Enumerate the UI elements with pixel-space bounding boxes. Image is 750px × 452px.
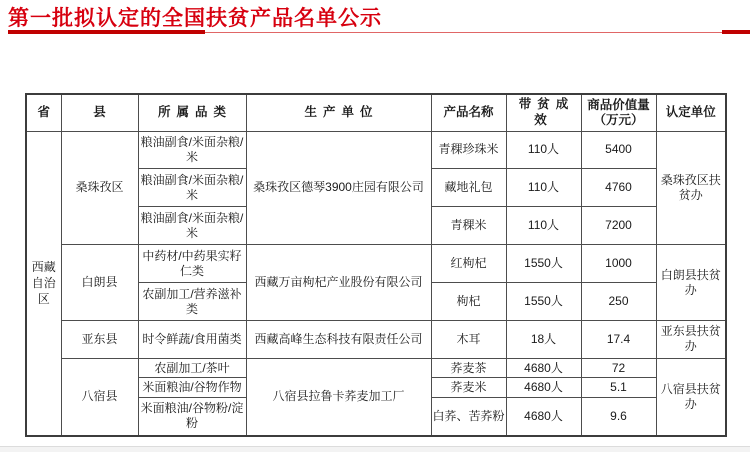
cell-value: 5400 — [581, 131, 656, 169]
cell-impact: 4680人 — [506, 397, 581, 436]
cell-impact: 1550人 — [506, 283, 581, 321]
cell-value: 1000 — [581, 245, 656, 283]
table-row — [26, 245, 726, 283]
header-category: 所属品类 — [138, 94, 246, 131]
cell-impact: 110人 — [506, 207, 581, 245]
cell-province: 西藏自治区 — [26, 131, 61, 436]
cell-product: 青稞米 — [431, 207, 506, 245]
cell-producer: 西藏高峰生态科技有限责任公司 — [246, 320, 431, 358]
header-value-line2: （万元） — [593, 112, 644, 127]
cell-product: 荞麦茶 — [431, 358, 506, 378]
underline-thick-left — [8, 30, 205, 34]
cell-category: 粮油副食/米面杂粮/米 — [138, 131, 246, 169]
cell-impact: 1550人 — [506, 245, 581, 283]
cell-value: 5.1 — [581, 378, 656, 398]
title-underline — [8, 30, 750, 34]
table-header-row — [26, 94, 726, 131]
table-row — [26, 358, 726, 378]
cell-product: 青稞珍珠米 — [431, 131, 506, 169]
cell-product: 藏地礼包 — [431, 169, 506, 207]
page-title: 第一批拟认定的全国扶贫产品名单公示 — [8, 7, 382, 30]
header-county: 县 — [61, 94, 138, 131]
cell-county: 亚东县 — [61, 320, 138, 358]
cell-category: 粮油副食/米面杂粮/米 — [138, 207, 246, 245]
cell-value: 250 — [581, 283, 656, 321]
cell-producer: 西藏万亩枸杞产业股份有限公司 — [246, 245, 431, 321]
cell-product: 白荞、苦荞粉 — [431, 397, 506, 436]
cell-impact: 110人 — [506, 169, 581, 207]
cell-product: 红枸杞 — [431, 245, 506, 283]
header-value — [581, 94, 656, 131]
cell-certifier: 八宿县扶贫办 — [656, 358, 726, 436]
cell-value: 17.4 — [581, 320, 656, 358]
cell-value: 72 — [581, 358, 656, 378]
cell-producer: 桑珠孜区德琴3900庄园有限公司 — [246, 131, 431, 245]
table-row — [26, 320, 726, 358]
cell-producer: 八宿县拉鲁卡荞麦加工厂 — [246, 358, 431, 436]
cell-category: 粮油副食/米面杂粮/米 — [138, 169, 246, 207]
header-certifier: 认定单位 — [656, 94, 726, 131]
table-row — [26, 131, 726, 169]
cell-impact: 110人 — [506, 131, 581, 169]
header-province: 省 — [26, 94, 61, 131]
poverty-products-table — [25, 93, 727, 437]
cell-category: 米面粮油/谷物作物 — [138, 378, 246, 398]
underline-thin-rule — [205, 32, 722, 33]
cell-category: 农副加工/茶叶 — [138, 358, 246, 378]
cell-certifier: 桑珠孜区扶贫办 — [656, 131, 726, 245]
cell-value: 4760 — [581, 169, 656, 207]
header-value-line1: 商品价值量 — [587, 97, 650, 112]
cell-category: 中药材/中药果实籽仁类 — [138, 245, 246, 283]
underline-thick-right — [722, 30, 750, 34]
cell-product: 枸杞 — [431, 283, 506, 321]
cell-category: 米面粮油/谷物粉/淀粉 — [138, 397, 246, 436]
cell-certifier: 白朗县扶贫办 — [656, 245, 726, 321]
cell-category: 农副加工/营养滋补类 — [138, 283, 246, 321]
cell-product: 荞麦米 — [431, 378, 506, 398]
cell-category: 时令鲜蔬/食用菌类 — [138, 320, 246, 358]
header-product: 产品名称 — [431, 94, 506, 131]
cell-impact: 4680人 — [506, 378, 581, 398]
cell-impact: 18人 — [506, 320, 581, 358]
cell-county: 八宿县 — [61, 358, 138, 436]
header-producer: 生产单位 — [246, 94, 431, 131]
cell-value: 9.6 — [581, 397, 656, 436]
cell-county: 白朗县 — [61, 245, 138, 321]
cell-county: 桑珠孜区 — [61, 131, 138, 245]
cell-value: 7200 — [581, 207, 656, 245]
cell-certifier: 亚东县扶贫办 — [656, 320, 726, 358]
cell-impact: 4680人 — [506, 358, 581, 378]
bottom-edge — [0, 446, 750, 452]
header-impact: 带贫成效 — [506, 94, 581, 131]
cell-product: 木耳 — [431, 320, 506, 358]
